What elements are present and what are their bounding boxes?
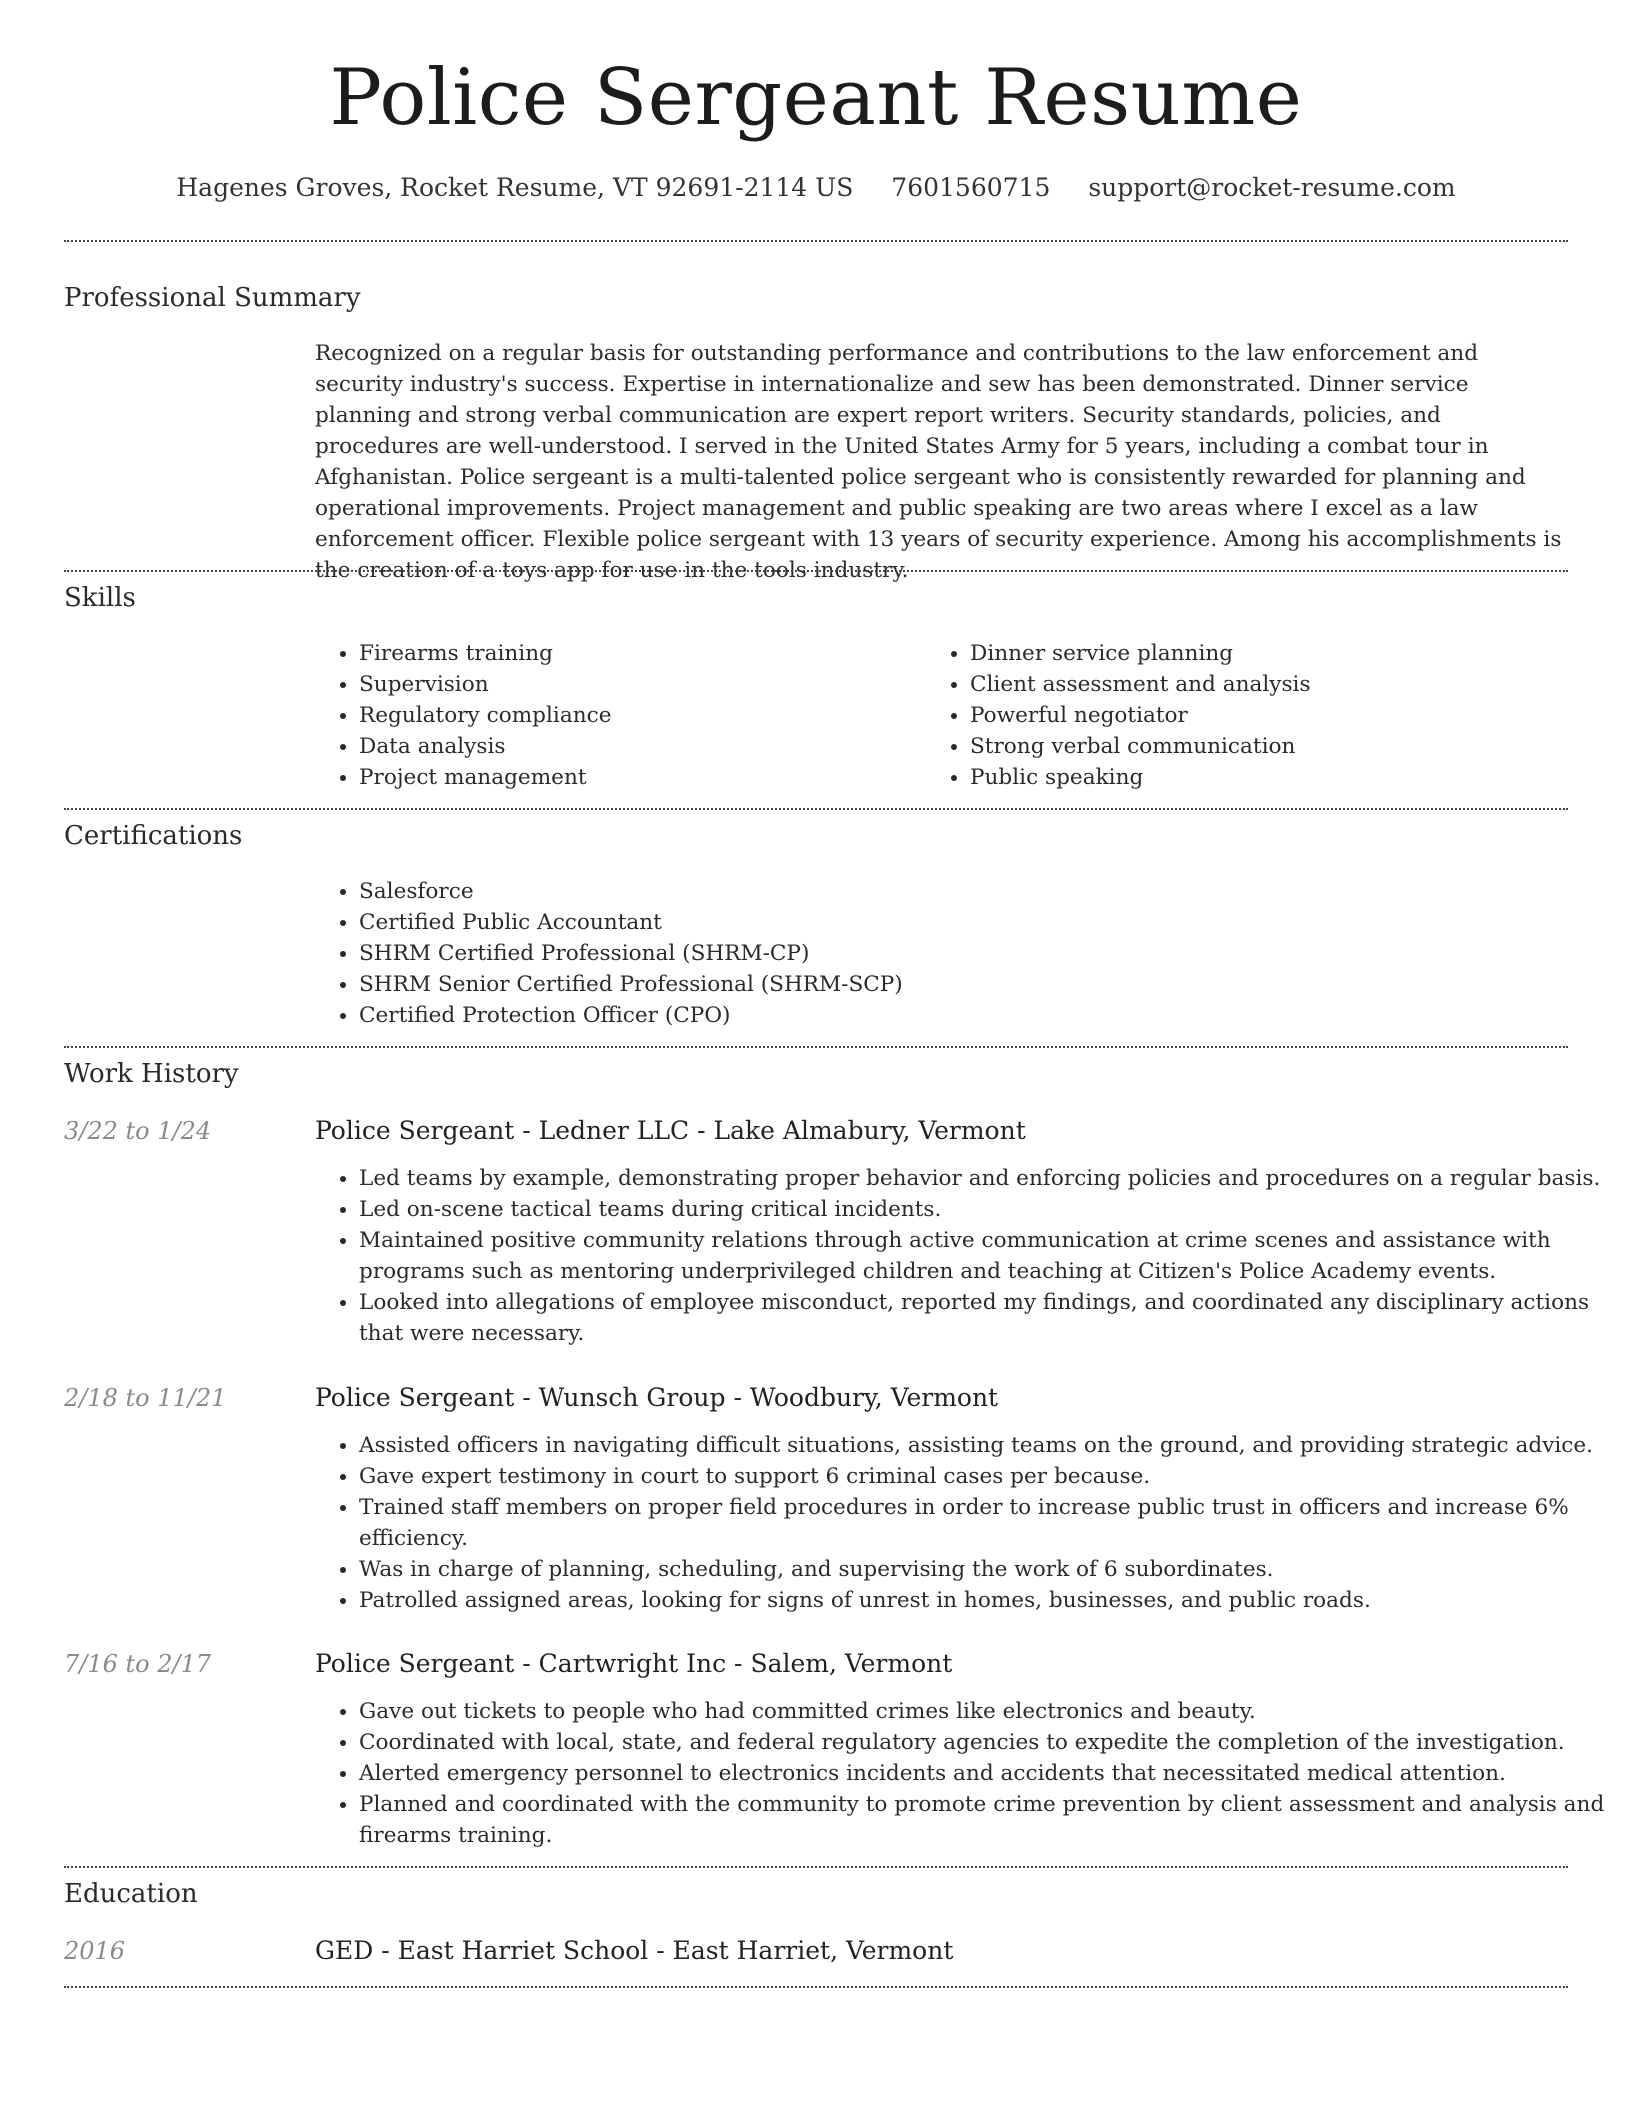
contact-line [64, 170, 1568, 206]
job-bullet: • Led teams by example, demonstrating proper behavior and enforcing policies and procedures on a regular basis. [359, 1163, 1612, 1194]
skill-item: • Public speaking [970, 762, 1570, 793]
education-entry: GED - East Harriet School - East Harriet, Vermont [315, 1936, 954, 1965]
summary-heading: Professional Summary [64, 283, 361, 313]
education-year: 2016 [64, 1937, 126, 1965]
job-bullet: • Assisted officers in navigating difficult situations, assisting teams on the ground, and providing strategic advice. [359, 1430, 1612, 1461]
certification-item: • Certified Public Accountant [359, 907, 1559, 938]
job-bullet: • Led on-scene tactical teams during critical incidents. [359, 1194, 1612, 1225]
contact-address: Hagenes Groves, Rocket Resume, VT 92691-2114 US [176, 173, 854, 202]
job-bullet: • Coordinated with local, state, and federal regulatory agencies to expedite the completion of the investigation. [359, 1727, 1612, 1758]
skill-item: • Supervision [359, 669, 919, 700]
skill-item: • Project management [359, 762, 919, 793]
job-bullets [315, 1163, 1612, 1349]
divider [64, 1986, 1568, 1988]
job-bullet: • Maintained positive community relations through active communication at crime scenes and assistance with programs such as mentoring underprivileged children and teaching at Citizen's Police Academy events. [359, 1225, 1612, 1287]
certifications-list [315, 876, 1559, 1031]
skill-item: • Firearms training [359, 638, 919, 669]
skill-item: • Regulatory compliance [359, 700, 919, 731]
job-title: Police Sergeant - Ledner LLC - Lake Almabury, Vermont [315, 1116, 1026, 1145]
job-bullets [315, 1430, 1612, 1616]
resume-title: Police Sergeant Resume [329, 53, 1303, 143]
job-bullet: • Alerted emergency personnel to electronics incidents and accidents that necessitated medical attention. [359, 1758, 1612, 1789]
contact-email: support@rocket-resume.com [1088, 173, 1456, 202]
certifications-heading: Certifications [64, 821, 243, 851]
divider [64, 240, 1568, 242]
job-dates: 3/22 to 1/24 [64, 1117, 212, 1145]
divider [64, 808, 1568, 810]
job-title: Police Sergeant - Cartwright Inc - Salem, Vermont [315, 1649, 953, 1678]
skills-heading: Skills [64, 583, 136, 613]
job-bullet: • Gave expert testimony in court to support 6 criminal cases per because. [359, 1461, 1612, 1492]
job-bullet: • Planned and coordinated with the community to promote crime prevention by client assessment and analysis and firearms training. [359, 1789, 1612, 1851]
certification-item: • Salesforce [359, 876, 1559, 907]
job-bullet: • Patrolled assigned areas, looking for signs of unrest in homes, businesses, and public roads. [359, 1585, 1612, 1616]
skill-item: • Powerful negotiator [970, 700, 1570, 731]
certification-item: • SHRM Senior Certified Professional (SHRM-SCP) [359, 969, 1559, 1000]
skill-item: • Strong verbal communication [970, 731, 1570, 762]
job-bullet: • Looked into allegations of employee misconduct, reported my findings, and coordinated any disciplinary actions that were necessary. [359, 1287, 1612, 1349]
skill-item: • Data analysis [359, 731, 919, 762]
certification-item: • Certified Protection Officer (CPO) [359, 1000, 1559, 1031]
skill-item: • Dinner service planning [970, 638, 1570, 669]
divider [64, 570, 1568, 572]
skill-item: • Client assessment and analysis [970, 669, 1570, 700]
skills-list-left [315, 638, 919, 793]
job-bullet: • Trained staff members on proper field procedures in order to increase public trust in officers and increase 6% efficiency. [359, 1492, 1612, 1554]
contact-phone: 7601560715 [891, 173, 1051, 202]
divider [64, 1046, 1568, 1048]
summary-text: Recognized on a regular basis for outstanding performance and contributions to the law enforcement and security industry's success. Expertise in internationalize and sew has been demonstrated. Dinner service planning and strong verbal communication are expert report writers. Security standards, policies, and procedures are well-understood. I served in the United States Army for 5 years, including a combat tour in Afghanistan. Police sergeant is a multi-talented police sergeant who is consistently rewarded for planning and operational improvements. Project management and public speaking are two areas where I excel as a law enforcement officer. Flexible police sergeant with 13 years of security experience. Among his accomplishments is the creation of a toys app for use in the tools industry. [315, 341, 1562, 583]
job-bullet: • Was in charge of planning, scheduling, and supervising the work of 6 subordinates. [359, 1554, 1612, 1585]
job-dates: 7/16 to 2/17 [64, 1650, 212, 1678]
job-bullet: • Gave out tickets to people who had committed crimes like electronics and beauty. [359, 1696, 1612, 1727]
job-bullets [315, 1696, 1612, 1851]
job-title: Police Sergeant - Wunsch Group - Woodbury, Vermont [315, 1383, 999, 1412]
work-history-heading: Work History [64, 1059, 239, 1089]
job-dates: 2/18 to 11/21 [64, 1384, 227, 1412]
skills-list-right [926, 638, 1570, 793]
education-heading: Education [64, 1879, 198, 1909]
divider [64, 1866, 1568, 1868]
certification-item: • SHRM Certified Professional (SHRM-CP) [359, 938, 1559, 969]
